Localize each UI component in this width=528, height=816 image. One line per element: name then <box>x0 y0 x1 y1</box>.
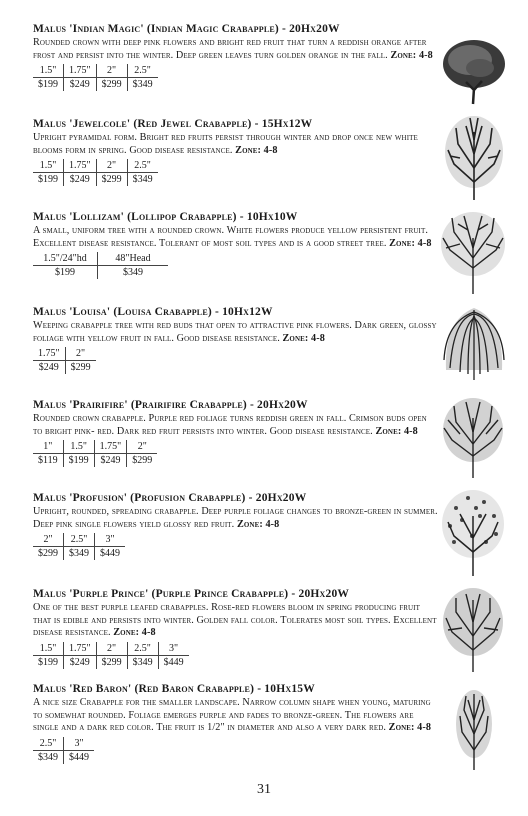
product-title: Malus 'Louisa' (Louisa Crabapple) - 10Hx12W <box>33 306 273 318</box>
size-cell: 1.5" <box>63 440 94 454</box>
lollipop-tree-icon <box>438 208 508 296</box>
price-table <box>33 64 158 91</box>
size-cell: 1.5"/24"hd <box>33 252 98 266</box>
product-description <box>33 506 438 531</box>
oval-tree-icon <box>438 584 508 674</box>
product-description <box>33 413 438 438</box>
description-text: Upright pyramidal form. Bright red fruits persist through winter and drop once new white blooms form in spring. Good disease resistance. <box>33 132 418 156</box>
price-cell: $199 <box>38 174 58 186</box>
size-cell: 48"Head <box>98 252 169 266</box>
flowering-tree-icon <box>438 486 508 578</box>
product-description <box>33 602 438 640</box>
size-cell: 2.5" <box>127 64 158 78</box>
zone-label: Zone: 4-8 <box>236 518 280 530</box>
description-text: Weeping crabapple tree with red buds that open to attractive pink flowers. Dark green, glossy foliage with yellow fruit in fall. Good disease resistance. <box>33 320 437 344</box>
size-cell: 1.75" <box>33 347 65 361</box>
price-cell: $299 <box>127 454 158 468</box>
size-cell: 2" <box>33 533 64 547</box>
product-title: Malus 'Jewelcole' (Red Jewel Crabapple) - 15Hx12W <box>33 118 313 130</box>
price-cell: $119 <box>38 455 58 467</box>
price-table <box>33 440 157 467</box>
columnar-tree-icon <box>452 686 496 772</box>
price-table <box>33 533 125 560</box>
bare-branch-tree-icon <box>440 112 508 202</box>
size-cell: 1.75" <box>64 159 97 173</box>
price-cell: $349 <box>127 78 158 92</box>
size-cell: 2" <box>96 642 127 656</box>
price-cell: $449 <box>158 655 189 669</box>
price-cell: $249 <box>94 454 127 468</box>
size-cell: 1.5" <box>33 642 64 656</box>
description-text: Rounded crown crabapple. Purple red foliage turns reddish green in fall. Crimson buds open to bright pink- red. Dark red fruit persists into winter. Good disease resistance. <box>33 413 427 437</box>
size-cell: 3" <box>95 533 126 547</box>
price-table <box>33 159 158 186</box>
product-title: Malus 'Prairifire' (Prairifire Crabapple) - 20Hx20W <box>33 399 308 411</box>
weeping-tree-icon <box>440 300 508 382</box>
round-tree-icon <box>440 34 508 106</box>
size-cell: 2.5" <box>127 159 158 173</box>
product-title: Malus 'Purple Prince' (Purple Prince Crabapple) - 20Hx20W <box>33 588 350 600</box>
page-number: 31 <box>257 782 271 797</box>
spreading-tree-icon <box>438 394 508 480</box>
size-cell: 1.5" <box>33 64 64 78</box>
size-cell: 2.5" <box>127 642 158 656</box>
zone-label: Zone: 4-8 <box>388 722 432 734</box>
price-cell: $249 <box>64 655 97 669</box>
price-cell: $349 <box>64 547 95 561</box>
product-description <box>33 697 438 735</box>
size-cell: 1.75" <box>94 440 127 454</box>
product-description <box>33 132 438 157</box>
price-cell: $449 <box>95 547 126 561</box>
price-table <box>33 252 168 279</box>
price-cell: $349 <box>98 266 169 280</box>
description-text: One of the best purple leafed crabapples. Rose-red flowers bloom in spring producing fruit that is edible and persists into winter. Golden fall color. Tolerates most soil types. Excellent disease resistance. <box>33 602 437 639</box>
price-table <box>33 347 96 374</box>
price-cell: $349 <box>127 655 158 669</box>
description-text: A small, uniform tree with a rounded crown. White flowers produce yellow persistent fruit. Excellent disease resistance. Tolerant of most soil types and is a good street tree. <box>33 225 428 249</box>
product-title: Malus 'Red Baron' (Red Baron Crabapple) - 10Hx15W <box>33 683 315 695</box>
price-cell: $299 <box>96 655 127 669</box>
price-cell: $249 <box>64 173 97 187</box>
price-table <box>33 642 189 669</box>
price-table <box>33 737 94 764</box>
size-cell: 1" <box>33 440 63 454</box>
price-cell: $249 <box>38 362 59 374</box>
size-cell: 2.5" <box>33 737 64 751</box>
price-cell: $199 <box>38 656 58 668</box>
zone-label: Zone: 4-8 <box>113 627 156 639</box>
price-cell: $199 <box>63 454 94 468</box>
size-cell: 2" <box>96 159 127 173</box>
size-cell: 2.5" <box>64 533 95 547</box>
size-cell: 2" <box>127 440 158 454</box>
product-title: Malus 'Indian Magic' (Indian Magic Crabapple) - 20Hx20W <box>33 23 340 35</box>
zone-label: Zone: 4-8 <box>282 332 325 344</box>
size-cell: 2" <box>65 347 96 361</box>
size-cell: 3" <box>64 737 95 751</box>
zone-label: Zone: 4-8 <box>235 144 278 156</box>
price-cell: $299 <box>96 173 127 187</box>
size-cell: 1.75" <box>64 64 97 78</box>
price-cell: $199 <box>38 79 58 91</box>
price-cell: $299 <box>38 548 58 560</box>
price-cell: $199 <box>55 267 75 279</box>
price-cell: $299 <box>96 78 127 92</box>
product-title: Malus 'Profusion' (Profusion Crabapple) - 20Hx20W <box>33 492 307 504</box>
description-text: A nice size Crabapple for the smaller landscape. Narrow column shape when young, maturing to somewhat rounded. Foliage emerges purple and fades to bronze-green. The flowers are single and a dark red color. The fruit is 1/2" in diameter and also a very dark red. <box>33 697 431 734</box>
product-description <box>33 320 438 345</box>
size-cell: 1.75" <box>64 642 97 656</box>
price-cell: $349 <box>38 751 58 763</box>
zone-label: Zone: 4-8 <box>375 425 418 437</box>
description-text: Upright, rounded, spreading crabapple. Deep purple foliage changes to bronze-green in summer. Deep pink single flowers yield glossy red fruit. <box>33 506 438 530</box>
product-description <box>33 225 438 250</box>
size-cell: 3" <box>158 642 189 656</box>
price-cell: $249 <box>64 78 97 92</box>
price-cell: $349 <box>127 173 158 187</box>
size-cell: 1.5" <box>33 159 64 173</box>
zone-label: Zone: 4-8 <box>389 237 432 249</box>
size-cell: 2" <box>96 64 127 78</box>
product-title: Malus 'Lollizam' (Lollipop Crabapple) - 10Hx10W <box>33 211 298 223</box>
product-description <box>33 37 438 62</box>
price-cell: $449 <box>64 750 95 764</box>
price-cell: $299 <box>65 361 96 375</box>
description-text: Rounded crown with deep pink flowers and bright red fruit that turn a reddish orange after frost and persist into the winter. Deep green leaves turn golden orange in the fall. <box>33 37 427 61</box>
zone-label: Zone: 4-8 <box>390 49 433 61</box>
